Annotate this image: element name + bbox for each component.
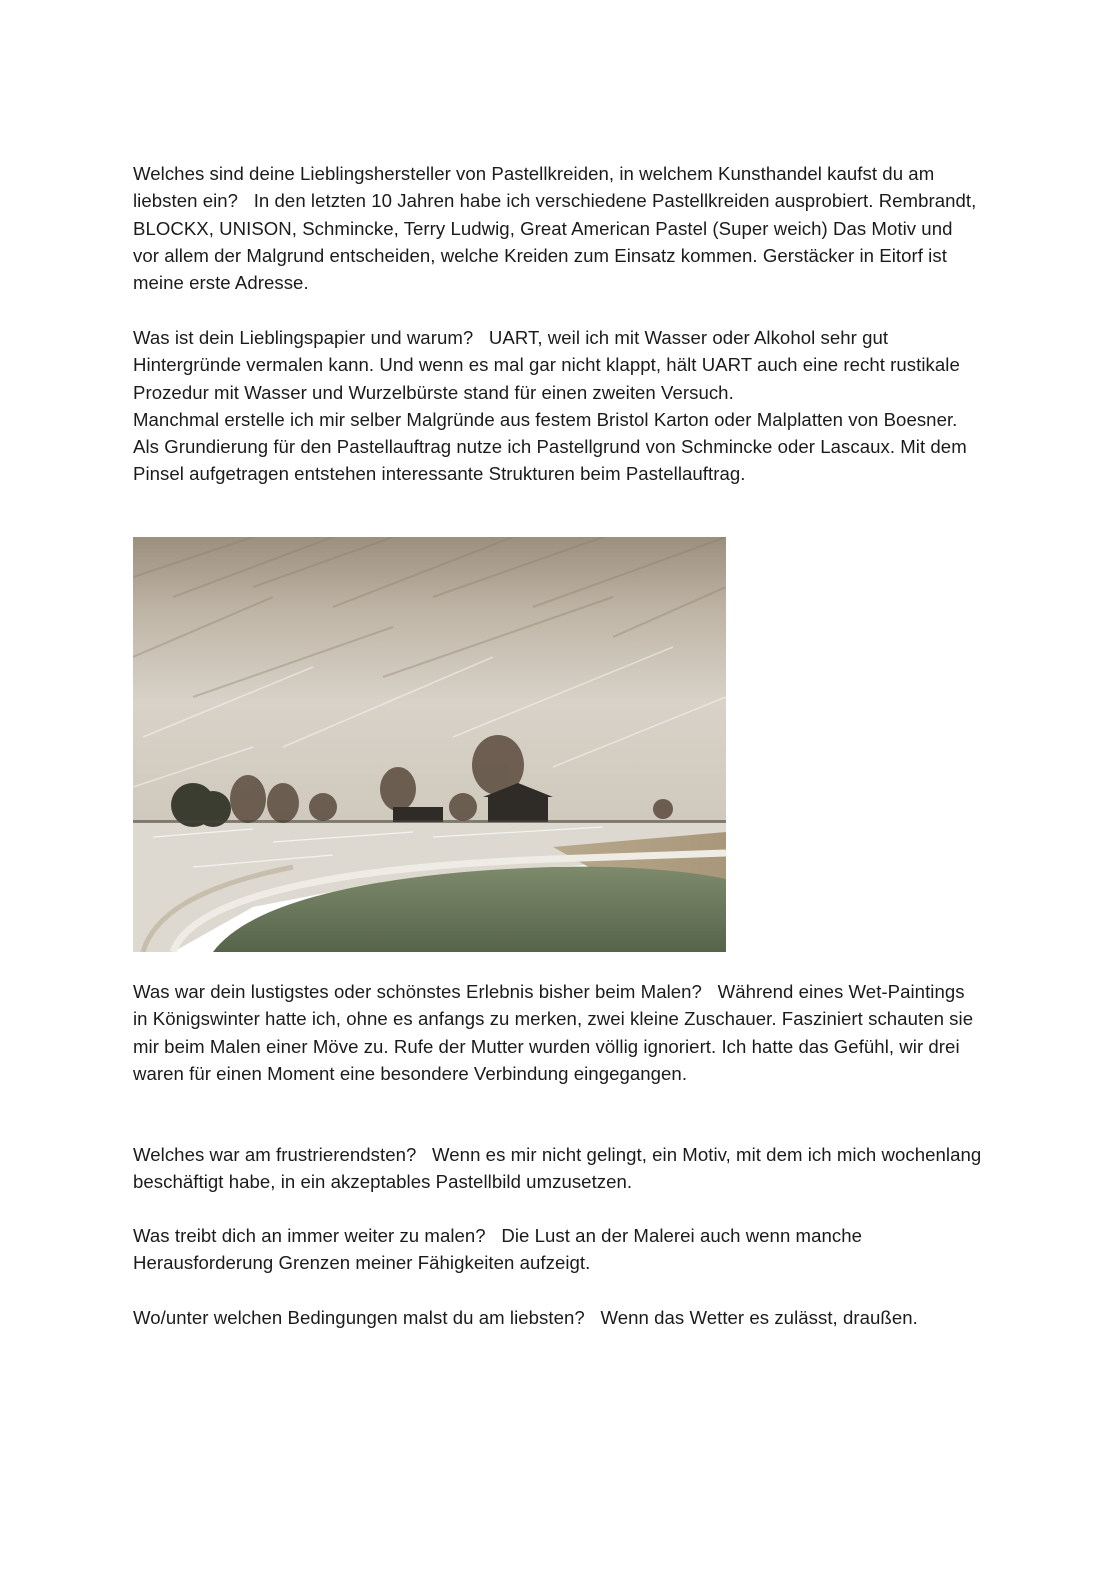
section-most-frustrating: [133, 1141, 983, 1196]
section-best-experience: [133, 978, 983, 1087]
question-motivation: Was treibt dich an immer weiter zu malen?: [133, 1225, 486, 1246]
section-motivation: [133, 1222, 983, 1277]
section-pastel-brands: [133, 160, 983, 296]
answer-most-frustrating: Wenn es mir nicht gelingt, ein Motiv, mit dem ich mich wochenlang beschäftigt habe, in ein akzeptables Pastellbild umzusetzen.: [133, 1144, 982, 1193]
question-favorite-paper: Was ist dein Lieblingspapier und warum?: [133, 327, 474, 348]
paragraph-grounds: Manchmal erstelle ich mir selber Malgründe aus festem Bristol Karton oder Malplatten von Boesner.: [133, 408, 958, 430]
question-pastel-brands: Welches sind deine Lieblingshersteller von Pastellkreiden, in welchem Kunsthandel kaufst du am liebsten ein?: [133, 163, 935, 212]
question-best-experience: Was war dein lustigstes oder schönstes Erlebnis bisher beim Malen?: [133, 981, 702, 1002]
question-preferred-conditions: Wo/unter welchen Bedingungen malst du am liebsten?: [133, 1307, 585, 1328]
answer-motivation: Die Lust an der Malerei auch wenn manche Herausforderung Grenzen meiner Fähigkeiten aufzeigt.: [133, 1225, 863, 1274]
answer-preferred-conditions: Wenn das Wetter es zulässt, draußen.: [600, 1307, 918, 1328]
pastel-painting-image: [133, 537, 726, 952]
answer-best-experience: Während eines Wet-Paintings in Königswinter hatte ich, ohne es anfangs zu merken, zwei kleine Zuschauer. Fasziniert schauten sie mir beim Malen einer Möve zu. Rufe der Mutter wurden völlig ignoriert. Ich hatte das Gefühl, wir drei waren für einen Moment eine besondere Verbindung eingegangen.: [133, 981, 974, 1084]
paragraph-priming: Als Grundierung für den Pastellauftrag nutze ich Pastellgrund von Schmincke oder Lascaux. Mit dem Pinsel aufgetragen entstehen interessante Strukturen beim Pastellauftrag.: [133, 436, 967, 485]
answer-pastel-brands: In den letzten 10 Jahren habe ich verschiedene Pastellkreiden ausprobiert. Rembrandt, BLOCKX, UNISON, Schmincke, Terry Ludwig, Great American Pastel (Super weich) Das Motiv und vor allem der Malgrund entscheiden, welche Kreiden zum Einsatz kommen. Gerstäcker in Eitorf ist meine erste Adresse.: [133, 190, 977, 294]
question-most-frustrating: Welches war am frustrierendsten?: [133, 1144, 417, 1165]
section-favorite-paper: [133, 324, 983, 488]
section-preferred-conditions: [133, 1304, 983, 1331]
answer-favorite-paper: UART, weil ich mit Wasser oder Alkohol sehr gut Hintergründe vermalen kann. Und wenn es mal gar nicht klappt, hält UART auch eine recht rustikale Prozedur mit Wasser und Wurzelbürste stand für einen zweiten Versuch.: [133, 327, 960, 403]
